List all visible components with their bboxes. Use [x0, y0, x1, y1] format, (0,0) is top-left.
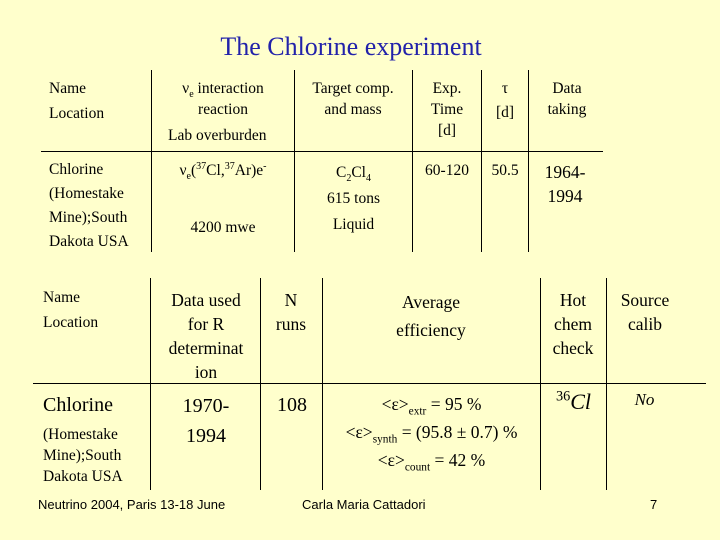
t1-header-target: Target comp. and mass — [312, 80, 394, 118]
t2-cell-n-runs: 108 — [277, 394, 307, 416]
t1-header-reaction: $\nu_e$ interaction reaction — [182, 80, 264, 118]
table2-hline — [33, 383, 706, 384]
t1-cell-tau: 50.5 — [491, 162, 519, 179]
t1-cell-data-taking: 1964-1994 — [544, 162, 586, 206]
tau-symbol: τ — [501, 80, 509, 97]
t2-cell-location: (Homestake Mine);South Dakota USA — [43, 426, 123, 485]
table2-vline-2 — [260, 278, 261, 490]
t2-cell-hot-chem: $^{36}$Cl — [555, 388, 592, 414]
t2-header-source: Source calib — [620, 290, 670, 334]
table2-vline-5 — [606, 278, 607, 490]
table1-hline — [41, 151, 603, 152]
table1-vline-5 — [528, 70, 529, 252]
t2-cell-name: Chlorine — [43, 394, 113, 416]
t2-cell-efficiency: $<\varepsilon>_{extr} = 95$ % $<\varepsilon>_{synth} = (95.8 \pm 0.7)$ % $<\varepsilon>_{count} = 42$ % — [345, 394, 518, 474]
t1-header-name: Name Location — [49, 80, 105, 122]
t2-cell-data-used: 1970-1994 — [182, 395, 230, 447]
t2-header-avg-eff: Average efficiency — [396, 292, 466, 340]
t2-cell-source: No — [634, 390, 655, 409]
t1-cell-name: Chlorine (Homestake Mine);South Dakota USA — [49, 161, 129, 250]
t1-header-overburden: Lab overburden — [168, 127, 267, 144]
t2-header-hot-chem: Hot chem check — [552, 290, 594, 358]
footer-conference: Neutrino 2004, Paris 13-18 June — [38, 497, 226, 512]
t2-header-name: Name Location — [43, 289, 99, 331]
table2-vline-1 — [150, 278, 151, 490]
t1-cell-reaction: $\nu_e(^{37}Cl,^{37}Ar)e^-$ — [179, 160, 267, 183]
page-number: 7 — [650, 497, 658, 512]
t2-header-n-runs: N runs — [275, 290, 307, 334]
t1-header-tau: τ [d] — [482, 78, 528, 123]
t1-header-exp-time: Exp. Time [d] — [430, 80, 464, 139]
t1-cell-exp-time: 60-120 — [425, 162, 469, 179]
t1-cell-overburden: 4200 mwe — [190, 219, 256, 236]
t1-cell-target: $C_2Cl_4$ 615 tons Liquid — [327, 164, 380, 233]
footer-author: Carla Maria Cattadori — [302, 497, 426, 512]
table2-vline-4 — [540, 278, 541, 490]
slide-title: The Chlorine experiment — [220, 32, 482, 61]
t1-header-data-taking: Data taking — [547, 80, 587, 118]
t2-header-data-used: Data used for R determinat ion — [168, 290, 244, 382]
